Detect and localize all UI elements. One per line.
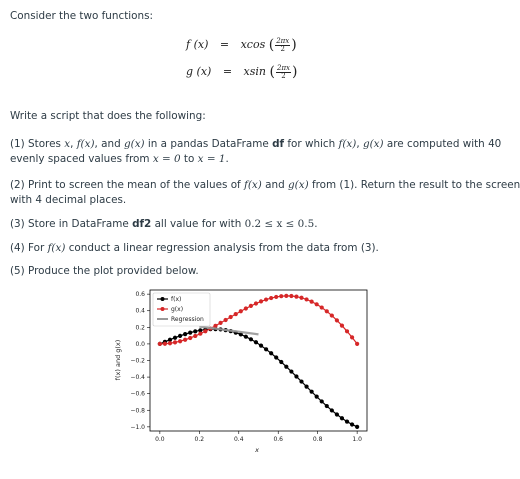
data-point-f: [259, 344, 263, 348]
legend-g-marker: [161, 307, 165, 311]
data-point-f: [325, 404, 329, 408]
item-2-line-1: (2) Print to screen the mean of the values of f(x) and g(x) from (1). Return the result to the screen: [10, 179, 520, 191]
data-point-f: [274, 355, 278, 359]
data-point-g: [299, 296, 303, 300]
data-point-f: [350, 422, 354, 426]
legend: [153, 293, 210, 326]
data-point-g: [249, 304, 253, 308]
y-axis-label: f(x) and g(x): [114, 339, 122, 381]
data-point-g: [345, 329, 349, 333]
data-point-g: [340, 323, 344, 327]
data-point-g: [259, 299, 263, 303]
data-point-g: [178, 339, 182, 343]
data-point-g: [173, 340, 177, 344]
data-point-f: [254, 340, 258, 344]
item-1-line-2: evenly spaced values from x = 0 to x = 1.: [10, 153, 229, 165]
data-point-f: [299, 379, 303, 383]
task-intro-text: Write a script that does the following:: [10, 110, 206, 122]
data-point-f: [304, 385, 308, 389]
x-tick-label: 0.4: [233, 436, 244, 443]
data-point-g: [294, 295, 298, 299]
data-point-f: [183, 332, 187, 336]
data-point-f: [264, 347, 268, 351]
equation-f: f (x) = xcos ( $\frac{2\pi x}{2}$ ): [186, 36, 297, 53]
data-point-g: [254, 301, 258, 305]
data-point-g: [229, 315, 233, 319]
item-1-line-1: (1) Stores x, f(x), and g(x) in a pandas DataFrame df for which f(x), g(x) are computed with 40: [10, 138, 502, 150]
data-point-f: [335, 412, 339, 416]
data-point-f: [244, 335, 248, 339]
data-point-f: [284, 365, 288, 369]
data-point-g: [315, 302, 319, 306]
item-4: (4) For f(x) conduct a linear regression analysis from the data from (3).: [10, 242, 379, 254]
data-point-f: [310, 390, 314, 394]
legend-f-label: f(x): [171, 296, 182, 303]
data-point-g: [158, 342, 162, 346]
data-point-f: [330, 408, 334, 412]
data-point-g: [213, 324, 217, 328]
data-point-g: [304, 297, 308, 301]
y-tick-label: −0.6: [130, 390, 145, 398]
item-3: (3) Store in DataFrame df2 all value for with 0.2 ≤ x ≤ 0.5.: [10, 218, 318, 230]
y-tick-label: −0.2: [130, 357, 145, 365]
data-point-g: [183, 338, 187, 342]
data-point-f: [173, 336, 177, 340]
data-point-f: [289, 369, 293, 373]
y-tick-label: 0.6: [135, 291, 145, 299]
data-point-f: [193, 329, 197, 333]
data-point-g: [163, 342, 167, 346]
data-point-g: [244, 306, 248, 310]
data-point-f: [249, 337, 253, 341]
series-line-f: [160, 329, 357, 427]
data-point-f: [315, 395, 319, 399]
data-point-g: [198, 332, 202, 336]
data-point-g: [284, 294, 288, 298]
legend-regression-label: Regression: [171, 316, 204, 323]
data-point-f: [294, 374, 298, 378]
equation-g: g (x) = xsin ( $\frac{2\pi x}{2}$ ): [186, 63, 298, 80]
data-point-g: [310, 300, 314, 304]
intro-text: Consider the two functions:: [10, 10, 154, 22]
data-point-g: [335, 318, 339, 322]
data-point-f: [320, 399, 324, 403]
data-point-g: [350, 335, 354, 339]
data-point-g: [224, 318, 228, 322]
data-point-g: [355, 342, 359, 346]
data-point-g: [203, 329, 207, 333]
data-point-f: [345, 419, 349, 423]
y-tick-label: 0.2: [135, 324, 145, 332]
data-point-g: [320, 305, 324, 309]
data-point-g: [330, 313, 334, 317]
data-point-g: [325, 309, 329, 313]
x-tick-label: 1.0: [352, 436, 362, 443]
data-point-g: [269, 296, 273, 300]
item-2-line-2: with 4 decimal places.: [10, 194, 127, 206]
legend-f-marker: [161, 297, 165, 301]
data-point-g: [239, 309, 243, 313]
data-point-f: [269, 351, 273, 355]
legend-g-label: g(x): [171, 306, 184, 313]
data-point-g: [279, 294, 283, 298]
x-tick-label: 0.6: [273, 436, 284, 443]
data-point-g: [274, 295, 278, 299]
data-point-g: [264, 297, 268, 301]
data-point-f: [188, 331, 192, 335]
y-tick-label: −0.4: [130, 374, 145, 382]
data-point-g: [193, 334, 197, 338]
item-5: (5) Produce the plot provided below.: [10, 265, 199, 277]
data-point-f: [340, 416, 344, 420]
data-point-f: [355, 425, 359, 429]
y-tick-label: −1.0: [130, 423, 145, 431]
data-point-f: [178, 334, 182, 338]
data-point-g: [168, 341, 172, 345]
x-axis-label: x: [255, 446, 259, 454]
x-tick-label: 0.0: [155, 436, 165, 443]
data-point-g: [188, 336, 192, 340]
data-point-g: [289, 294, 293, 298]
data-point-g: [234, 312, 238, 316]
data-point-g: [218, 321, 222, 325]
x-tick-label: 0.2: [194, 436, 205, 443]
x-tick-label: 0.8: [312, 436, 323, 443]
data-point-f: [279, 360, 283, 364]
y-tick-label: 0.4: [135, 307, 145, 315]
regression-line: [199, 326, 258, 334]
y-tick-label: 0.0: [135, 340, 145, 348]
y-tick-label: −0.8: [130, 407, 145, 415]
